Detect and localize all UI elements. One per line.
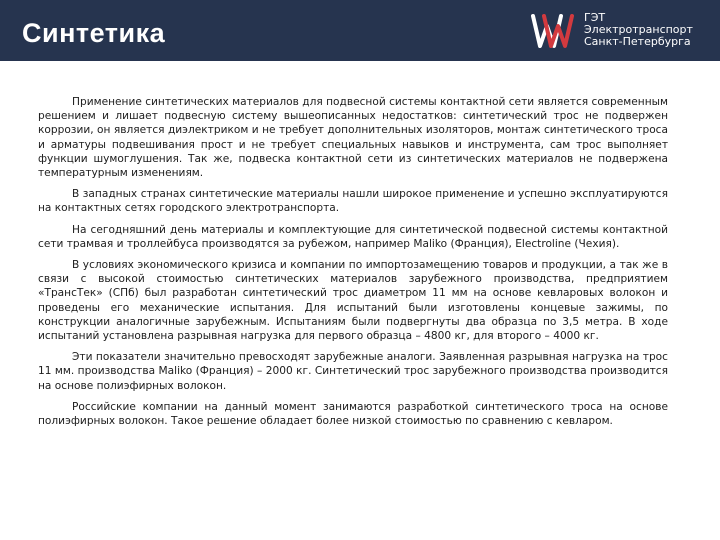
- paragraph: Эти показатели значительно превосходят зарубежные аналоги. Заявленная разрывная нагрузка на трос 11 мм. производства Maliko (Франция) – 2000 кг. Синтетический трос зарубежного производства производится на основе полиэфирных волокон.: [38, 351, 668, 392]
- header-bar: [0, 0, 720, 61]
- get-logo-icon: [530, 12, 580, 52]
- slide-title: Синтетика: [22, 18, 166, 48]
- body-text: [38, 95, 668, 435]
- paragraph: На сегодняшний день материалы и комплектующие для синтетической подвесной системы контактной сети трамвая и троллейбуса производятся за рубежом, например Maliko (Франция), Electroline (Чехия).: [38, 223, 668, 250]
- logo-line-1: ГЭТ: [584, 11, 606, 24]
- paragraph: Российские компании на данный момент занимаются разработкой синтетического троса на основе полиэфирных волокон. Такое решение обладает более низкой стоимостью по сравнению с кевларом.: [38, 400, 668, 428]
- logo-text: [584, 12, 693, 48]
- company-logo: [530, 12, 710, 52]
- paragraph: В западных странах синтетические материалы нашли широкое применение и успешно эксплуатируются на контактных сетях городского электротранспорта.: [38, 188, 668, 215]
- logo-line-2: Электротранспорт: [584, 23, 693, 36]
- paragraph: В условиях экономического кризиса и компании по импортозамещению товаров и продукции, а так же в связи с высокой стоимостью синтетических материалов зарубежного производства, предприятием «ТрансТек» (СПб) был разработан синтетический трос диаметром 11 мм на основе кевларовых волокон и проведены его механические испытания. Для испытаний были изготовлены концевые зажимы, по конструкции аналогичные зарубежным. Испытаниям были подвергнуты два образца по 3,5 метра. В ходе испытаний установлена разрывная нагрузка для первого образца – 4800 кг, для второго – 4000 кг.: [38, 259, 668, 343]
- paragraph: Применение синтетических материалов для подвесной системы контактной сети является современным решением и лишает подвесную систему вышеописанных недостатков: синтетический трос не подвержен коррозии, он является диэлектриком и не требует дополнительных изоляторов, монтаж синтетического троса и арматуры подвешивания прост и не требует специальных навыков и инструмента, сам трос выполняет функции шумоглушения. Так же, подвеска контактной сети из синтетических материалов не подвержена температурным изменениям.: [38, 96, 669, 180]
- logo-line-3: Санкт-Петербурга: [584, 35, 691, 48]
